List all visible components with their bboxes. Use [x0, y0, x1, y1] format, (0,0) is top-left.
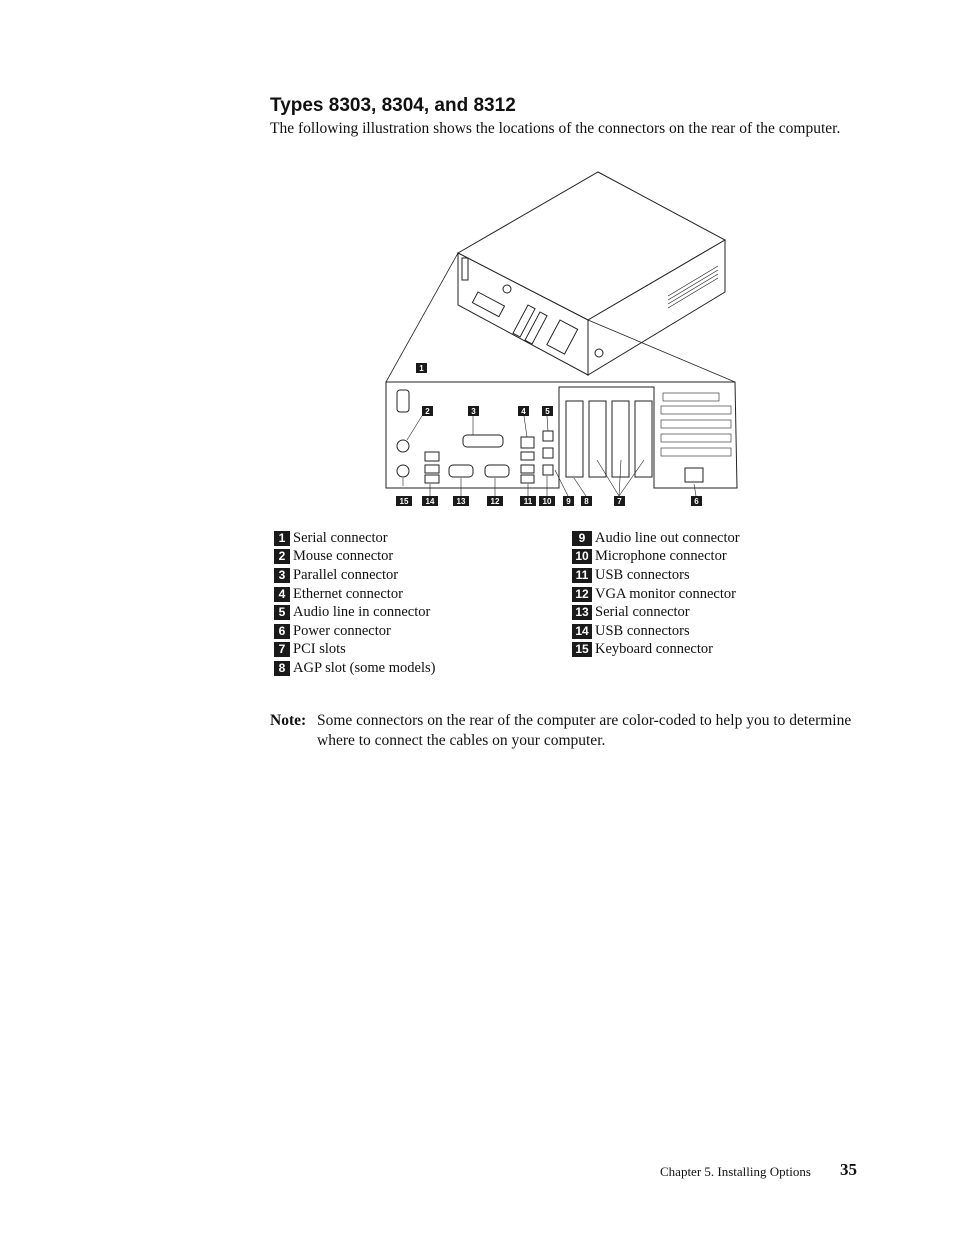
legend-label: Microphone connector — [595, 548, 727, 565]
callout-11: 11 — [523, 497, 533, 506]
legend-number: 8 — [274, 661, 290, 676]
legend-label: Serial connector — [293, 529, 388, 546]
legend-item — [274, 622, 435, 641]
legend-label: USB connectors — [595, 622, 690, 639]
callout-5: 5 — [545, 407, 550, 416]
legend-item — [572, 529, 740, 548]
callout-13: 13 — [456, 497, 466, 506]
legend-label: Parallel connector — [293, 566, 399, 583]
legend-item — [572, 603, 740, 622]
callout-4: 4 — [521, 407, 526, 416]
section-heading: Types 8303, 8304, and 8312 — [270, 95, 516, 116]
legend-label: Keyboard connector — [595, 641, 713, 658]
legend-number: 3 — [274, 568, 290, 583]
callout-6: 6 — [694, 497, 699, 506]
legend-right-column — [572, 529, 740, 659]
legend-number: 5 — [274, 605, 290, 620]
legend-number: 13 — [572, 605, 592, 620]
legend-item — [274, 548, 435, 567]
legend-left-column — [274, 529, 435, 678]
legend-item — [572, 622, 740, 641]
legend-label: Power connector — [293, 622, 391, 639]
callout-10: 10 — [542, 497, 552, 506]
legend-number: 2 — [274, 549, 290, 564]
callout-14: 14 — [425, 497, 435, 506]
legend-number: 11 — [572, 568, 592, 583]
callout-9: 9 — [566, 497, 571, 506]
rear-panel-detail — [386, 382, 737, 496]
legend-item — [274, 641, 435, 660]
legend-number: 1 — [274, 531, 290, 546]
callout-1: 1 — [419, 364, 424, 373]
callout-3: 3 — [471, 407, 476, 416]
note-label: Note: — [270, 712, 307, 729]
legend-number: 10 — [572, 549, 592, 564]
legend-number: 6 — [274, 624, 290, 639]
legend-item — [274, 529, 435, 548]
legend-item — [274, 566, 435, 585]
legend-label: Audio line out connector — [595, 529, 740, 546]
computer-case-drawing — [458, 172, 725, 375]
legend-item — [572, 566, 740, 585]
legend-item — [572, 548, 740, 567]
legend-number: 9 — [572, 531, 592, 546]
legend-label: PCI slots — [293, 641, 346, 658]
note-block — [270, 711, 860, 751]
legend-label: Mouse connector — [293, 548, 394, 565]
intro-paragraph: The following illustration shows the locations of the connectors on the rear of the computer. — [270, 120, 841, 137]
legend-number: 7 — [274, 642, 290, 657]
callout-7: 7 — [617, 497, 622, 506]
legend-item — [572, 585, 740, 604]
legend-item — [572, 641, 740, 660]
legend-label: VGA monitor connector — [595, 585, 736, 602]
page-number: 35 — [840, 1160, 857, 1179]
rear-connectors-illustration — [380, 168, 740, 513]
legend-number: 15 — [572, 642, 592, 657]
legend-item — [274, 659, 435, 678]
legend-number: 14 — [572, 624, 592, 639]
legend-label: AGP slot (some models) — [293, 659, 436, 676]
legend-number: 4 — [274, 587, 290, 602]
callout-8: 8 — [584, 497, 589, 506]
note-text: Some connectors on the rear of the computer are color-coded to help you to determine where to connect the cables on your computer. — [317, 712, 852, 749]
callout-2: 2 — [425, 407, 430, 416]
legend-item — [274, 603, 435, 622]
legend-item — [274, 585, 435, 604]
footer-chapter: Chapter 5. Installing Options — [660, 1164, 811, 1179]
legend-number: 12 — [572, 587, 592, 602]
legend-label: Audio line in connector — [293, 604, 431, 621]
callout-15: 15 — [399, 497, 409, 506]
legend-label: Serial connector — [595, 604, 690, 621]
legend-label: USB connectors — [595, 566, 690, 583]
callout-12: 12 — [490, 497, 500, 506]
legend-label: Ethernet connector — [293, 585, 403, 602]
